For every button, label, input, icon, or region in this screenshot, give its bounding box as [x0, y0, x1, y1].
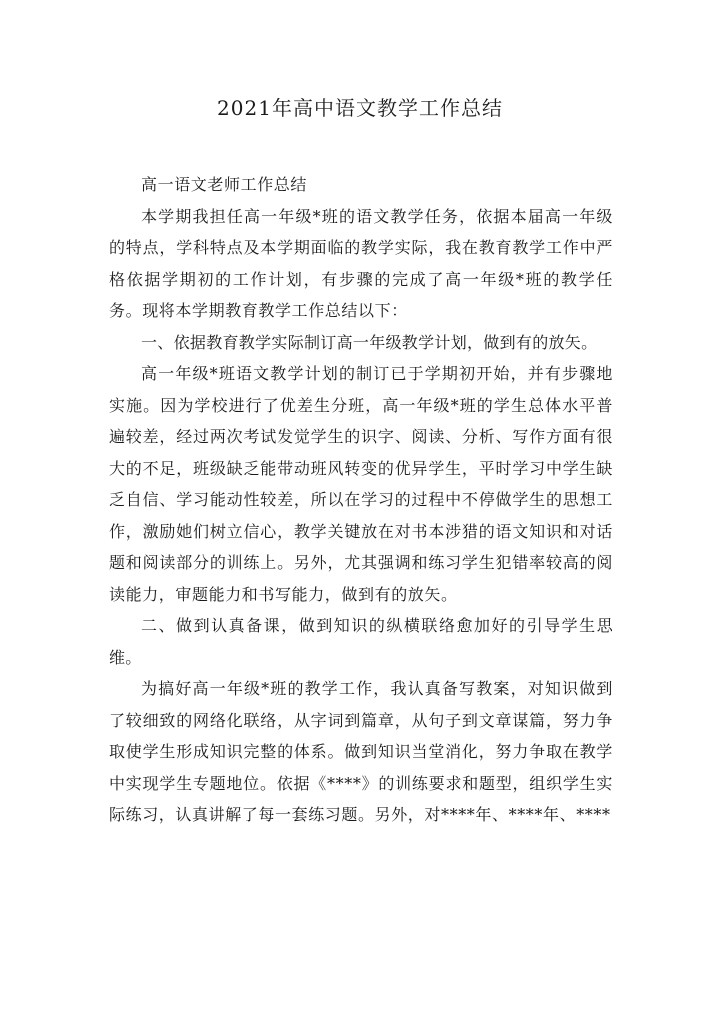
document-body — [109, 169, 613, 831]
subtitle-paragraph: 高一语文老师工作总结 — [141, 175, 308, 194]
section-2-paragraph: 为搞好高一年级*班的教学工作，我认真备写教案，对知识做到了较细致的网络化联络，从字词到篇章，从句子到文章谋篇，努力争取使学生形成知识完整的体系。做到知识当堂消化，努力争取在教学中实现学生专题地位。依据《****》的训练要求和题型，组织学生实际练习，认真讲解了每一套练习题。另外，对****年、****年、**** — [109, 679, 613, 824]
intro-paragraph: 本学期我担任高一年级*班的语文教学任务，依据本届高一年级的特点，学科特点及本学期面临的教学实际，我在教育教学工作中严格依据学期初的工作计划，有步骤的完成了高一年级*班的教学任务。现将本学期教育教学工作总结以下： — [109, 206, 613, 320]
document-title: 2021年高中语文教学工作总结 — [217, 96, 503, 120]
section-heading-1: 一、依据教育教学实际制订高一年级教学计划，做到有的放矢。 — [141, 332, 598, 352]
section-1-paragraph: 高一年级*班语文教学计划的制订已于学期初开始，并有步骤地实施。因为学校进行了优差生分班，高一年级*班的学生总体水平普遍较差，经过两次考试发觉学生的识字、阅读、分析、写作方面有很大的不足，班级缺乏能带动班风转变的优异学生，平时学习中学生缺乏自信、学习能动性较差，所以在学习的过程中不停做学生的思想工作，激励她们树立信心，教学关键放在对书本涉猎的语文知识和对话题和阅读部分的训练上。另外，尤其强调和练习学生犯错率较高的阅读能力，审题能力和书写能力，做到有的放矢。 — [109, 364, 613, 604]
section-heading-2: 二、做到认真备课，做到知识的纵横联络愈加好的引导学生思维。 — [109, 616, 613, 667]
